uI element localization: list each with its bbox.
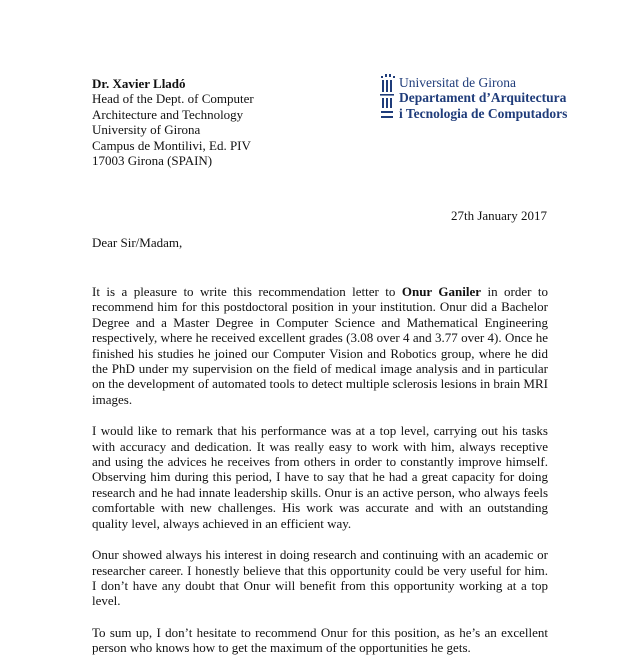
body-paragraph-3: Onur showed always his interest in doing research and continuing with an academic or researcher career. I honestly believe that this opportunity could be very useful for him. I don’t have any doubt that Onur will benefit from this opportunity working at a top level. bbox=[92, 547, 548, 609]
paragraph-text: in order to recommend him for this postdoctoral position in your institution. Onur did a Bachelor Degree and a Master Degree in Computer Science and Mathematical Engineering respectively, where he received excellent grades (3.08 over 4 and 3.77 over 4). Once he finished his studies he joined our Computer Vision and Robotics group, where he did the PhD under my supervision on the field of medical image analysis and in particular on the development of automated tools to detect multiple sclerosis lesions in brain MRI images. bbox=[92, 284, 548, 407]
logo-text bbox=[399, 75, 567, 121]
letter-date: 27th January 2017 bbox=[450, 208, 547, 223]
sender-line: Campus de Montilivi, Ed. PIV bbox=[92, 137, 251, 153]
salutation: Dear Sir/Madam, bbox=[92, 235, 183, 250]
university-logo bbox=[380, 70, 600, 130]
sender-line: Head of the Dept. of Computer bbox=[92, 91, 254, 107]
logo-department-line: i Tecnologia de Computadors bbox=[399, 105, 568, 121]
logo-department-line: Departament d’Arquitectura bbox=[399, 90, 567, 106]
university-logo-icon bbox=[380, 74, 396, 120]
paragraph-text: It is a pleasure to write this recommendation letter to bbox=[92, 284, 402, 299]
sender-name: Dr. Xavier Lladó bbox=[92, 76, 186, 91]
logo-university-name: Universitat de Girona bbox=[399, 75, 516, 90]
body-paragraph-4: To sum up, I don’t hesitate to recommend Onur for this position, as he’s an excellent person who knows how to get the maximum of the opportunities he gets. bbox=[92, 624, 548, 656]
body-paragraph-1 bbox=[92, 284, 548, 407]
candidate-name: Onur Ganiler bbox=[401, 284, 482, 299]
sender-line: Architecture and Technology bbox=[92, 106, 244, 122]
sender-address-block bbox=[92, 76, 254, 168]
sender-line: University of Girona bbox=[92, 122, 201, 138]
letter-body bbox=[92, 284, 548, 672]
sender-line: 17003 Girona (SPAIN) bbox=[92, 153, 213, 169]
body-paragraph-2: I would like to remark that his performance was at a top level, carrying out his tasks with accuracy and dedication. It was really easy to work with him, always receptive and using the advices he receives from others in order to constantly improve himself. Observing him during this period, I have to say that he had a great capacity for doing research and he had innate leadership skills. Onur is an active person, who always feels comfortable with new challenges. His work was accurate and with an outstanding quality level, always achieved in an efficient way. bbox=[92, 423, 548, 531]
